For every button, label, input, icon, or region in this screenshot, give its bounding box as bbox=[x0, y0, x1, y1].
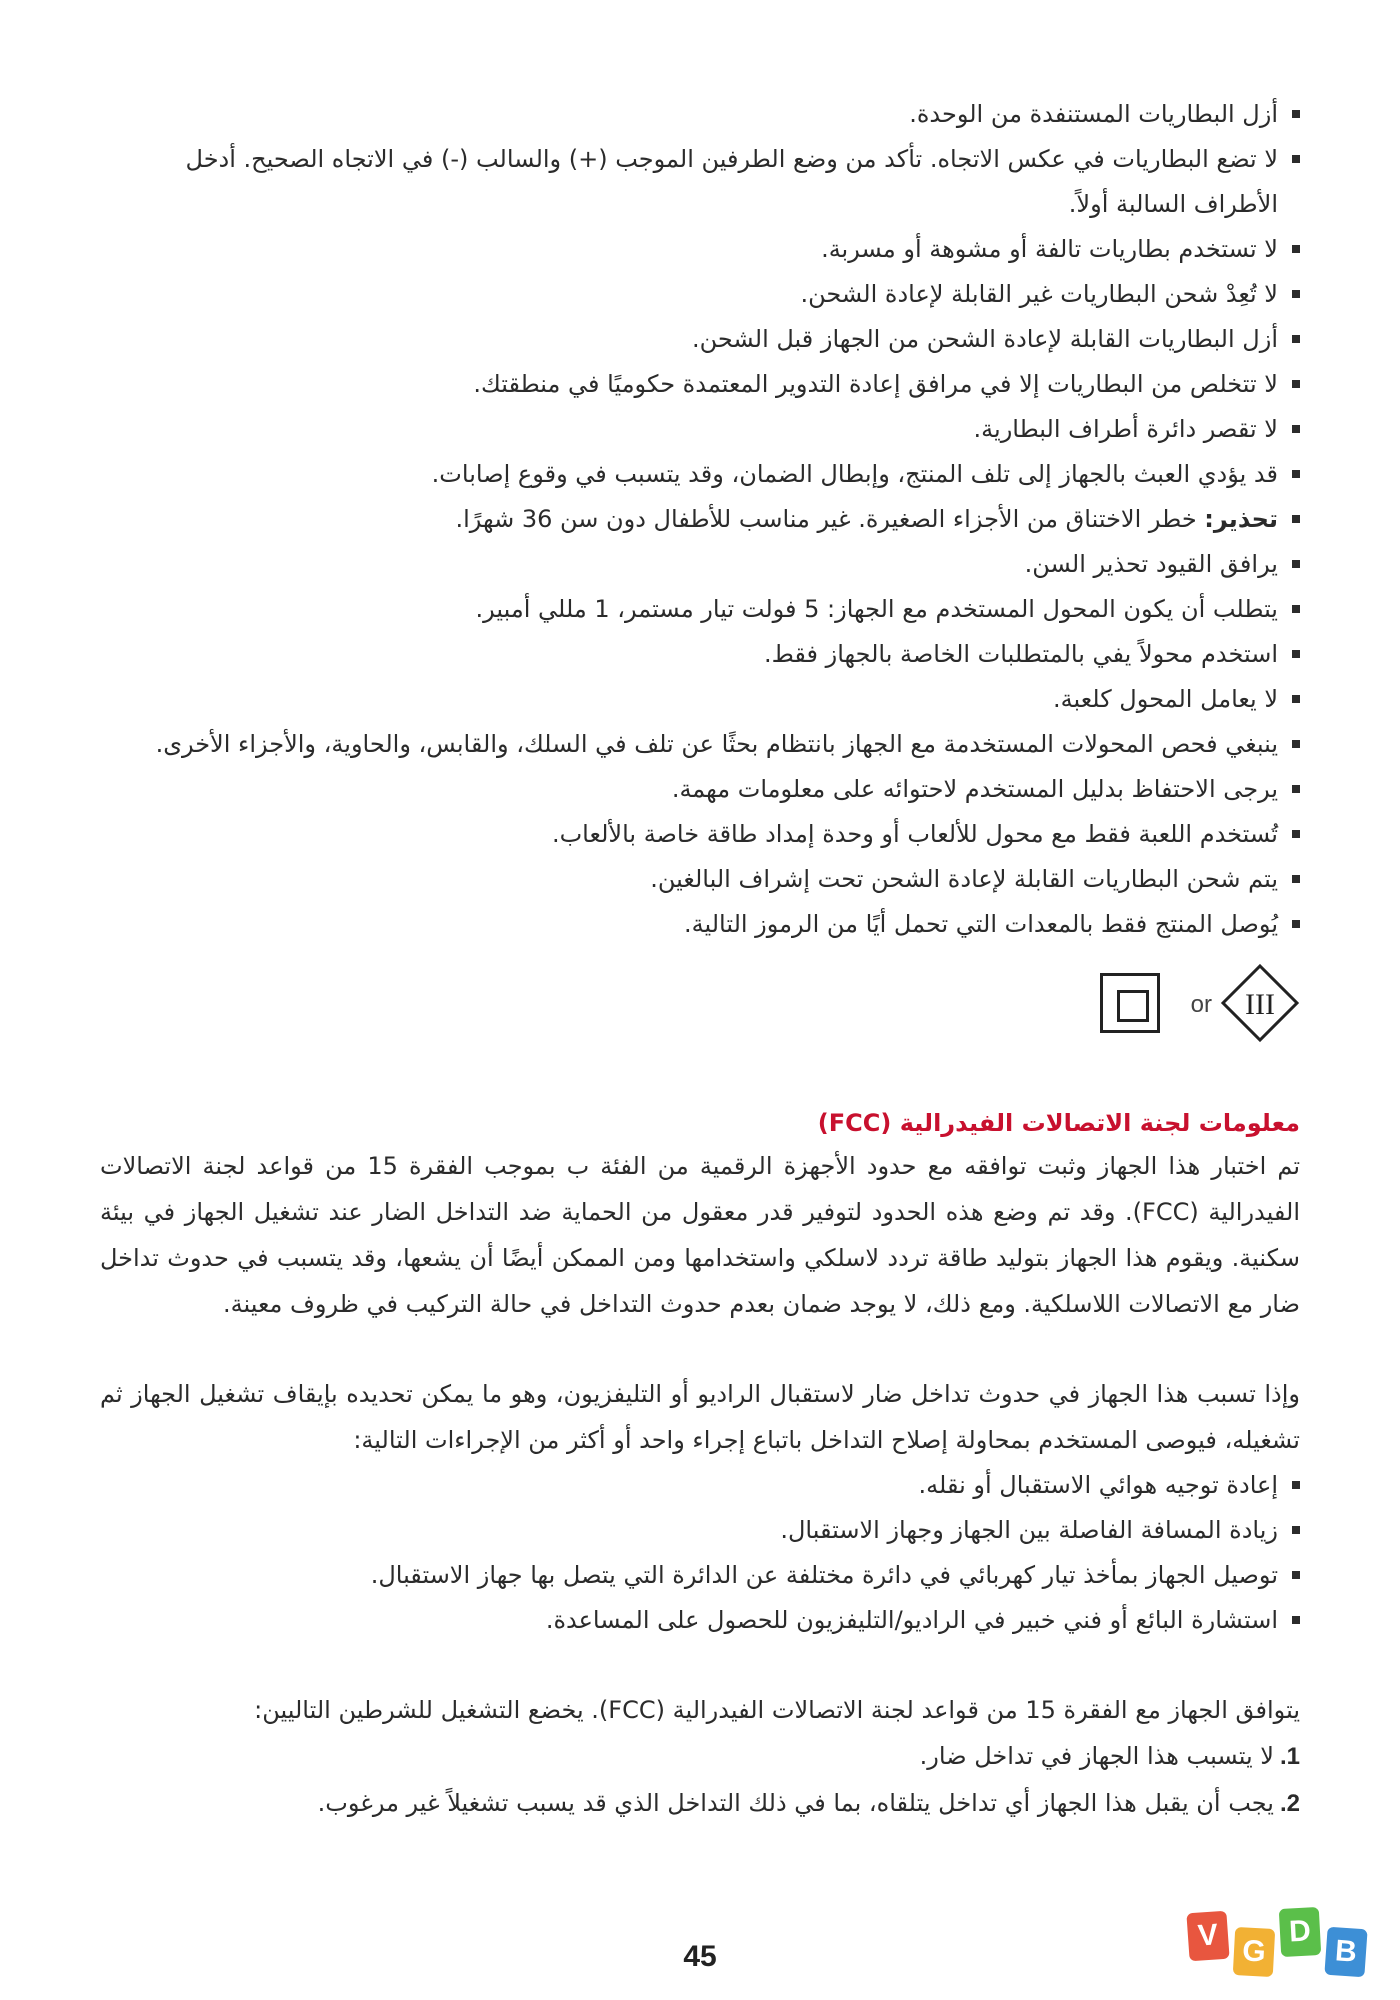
list-item: يتم شحن البطاريات القابلة لإعادة الشحن تحت إشراف البالغين. bbox=[100, 857, 1300, 902]
list-item: لا تتخلص من البطاريات إلا في مرافق إعادة التدوير المعتمدة حكوميًا في منطقتك. bbox=[100, 362, 1300, 407]
list-item: لا تقصر دائرة أطراف البطارية. bbox=[100, 407, 1300, 452]
list-item: زيادة المسافة الفاصلة بين الجهاز وجهاز الاستقبال. bbox=[100, 1508, 1300, 1553]
class3-symbol-text: III bbox=[1245, 988, 1275, 1021]
list-item: لا يعامل المحول كلعبة. bbox=[100, 677, 1300, 722]
page-content bbox=[100, 92, 1300, 1827]
list-item: يرافق القيود تحذير السن. bbox=[100, 542, 1300, 587]
list-item: استخدم محولاً يفي بالمتطلبات الخاصة بالجهاز فقط. bbox=[100, 632, 1300, 677]
list-item: أزل البطاريات المستنفدة من الوحدة. bbox=[100, 92, 1300, 137]
fcc-compliance-statement: يتوافق الجهاز مع الفقرة 15 من قواعد لجنة الاتصالات الفيدرالية (FCC). يخضع التشغيل للشرطين التاليين: bbox=[254, 1696, 1300, 1724]
condition-text: يجب أن يقبل هذا الجهاز أي تداخل يتلقاه، بما في ذلك التداخل الذي قد يسبب تشغيلاً غير مرغوب. bbox=[317, 1789, 1274, 1817]
list-item: يرجى الاحتفاظ بدليل المستخدم لاحتوائه على معلومات مهمة. bbox=[100, 767, 1300, 812]
fcc-paragraph-1: تم اختبار هذا الجهاز وثبت توافقه مع حدود الأجهزة الرقمية من الفئة ب بموجب الفقرة 15 من قواعد لجنة الاتصالات الفيدرالية (FCC). وقد تم وضع هذه الحدود لتوفير قدر معقول من الحماية ضد التداخل الضار عند تشغيل الجهاز في بيئة سكنية. ويقوم هذا الجهاز بتوليد طاقة تردد لاسلكي واستخدامها ومن الممكن أيضًا أن يشعها، وقد يتسبب في حدوث تداخل ضار مع الاتصالات اللاسلكية. ومع ذلك، لا يوجد ضمان بعدم حدوث التداخل في حالة التركيب في ظروف معينة. bbox=[100, 1152, 1300, 1318]
condition-item bbox=[100, 1733, 1300, 1780]
fcc-conditions-list bbox=[100, 1733, 1300, 1827]
list-item: توصيل الجهاز بمأخذ تيار كهربائي في دائرة مختلفة عن الدائرة التي يتصل بها جهاز الاستقبال. bbox=[100, 1553, 1300, 1598]
warning-label: تحذير: bbox=[1204, 505, 1278, 533]
list-item: استشارة البائع أو فني خبير في الراديو/التليفزيون للحصول على المساعدة. bbox=[100, 1598, 1300, 1643]
warning-text: خطر الاختناق من الأجزاء الصغيرة. غير مناسب للأطفال دون سن 36 شهرًا. bbox=[455, 505, 1205, 533]
logo-letter: B bbox=[1324, 1927, 1367, 1978]
list-item: إعادة توجيه هوائي الاستقبال أو نقله. bbox=[100, 1463, 1300, 1508]
fcc-section-title: معلومات لجنة الاتصالات الفيدرالية (FCC) bbox=[817, 1109, 1300, 1137]
double-square-class2-icon bbox=[1100, 973, 1160, 1033]
list-item: لا تضع البطاريات في عكس الاتجاه. تأكد من وضع الطرفين الموجب (+) والسالب (-) في الاتجاه الصحيح. أدخل الأطراف السالبة أولاً. bbox=[100, 137, 1300, 227]
condition-number: 2. bbox=[1279, 1790, 1300, 1817]
equipment-symbols bbox=[100, 959, 1300, 1055]
logo-letter: V bbox=[1186, 1911, 1229, 1962]
condition-text: لا يتسبب هذا الجهاز في تداخل ضار. bbox=[919, 1742, 1274, 1770]
safety-list-top bbox=[100, 92, 1300, 947]
symbols-or-text: or bbox=[1190, 991, 1212, 1018]
list-item: قد يؤدي العبث بالجهاز إلى تلف المنتج، وإبطال الضمان، وقد يتسبب في وقوع إصابات. bbox=[100, 452, 1300, 497]
list-item: لا تستخدم بطاريات تالفة أو مشوهة أو مسربة. bbox=[100, 227, 1300, 272]
condition-number: 1. bbox=[1279, 1743, 1300, 1770]
list-item: يُوصل المنتج فقط بالمعدات التي تحمل أيًا من الرموز التالية. bbox=[100, 902, 1300, 947]
class3-diamond-icon bbox=[1220, 963, 1300, 1043]
list-item: أزل البطاريات القابلة لإعادة الشحن من الجهاز قبل الشحن. bbox=[100, 317, 1300, 362]
vgdb-logo bbox=[1188, 1908, 1368, 1984]
logo-letter: D bbox=[1279, 1907, 1321, 1957]
logo-letter: G bbox=[1233, 1927, 1275, 1977]
list-item: تُستخدم اللعبة فقط مع محول للألعاب أو وحدة إمداد طاقة خاصة بالألعاب. bbox=[100, 812, 1300, 857]
fcc-measures-list bbox=[100, 1463, 1300, 1643]
list-item: لا تُعِدْ شحن البطاريات غير القابلة لإعادة الشحن. bbox=[100, 272, 1300, 317]
list-item: ينبغي فحص المحولات المستخدمة مع الجهاز بانتظام بحثًا عن تلف في السلك، والقابس، والحاوية، والأجزاء الأخرى. bbox=[100, 722, 1300, 767]
condition-item bbox=[100, 1780, 1300, 1827]
warning-item bbox=[100, 497, 1300, 542]
list-item: يتطلب أن يكون المحول المستخدم مع الجهاز: 5 فولت تيار مستمر، 1 مللي أمبير. bbox=[100, 587, 1300, 632]
fcc-paragraph-2: وإذا تسبب هذا الجهاز في حدوث تداخل ضار لاستقبال الراديو أو التليفزيون، وهو ما يمكن تحديده بإيقاف تشغيل الجهاز ثم تشغيله، فيوصى المستخدم بمحاولة إصلاح التداخل باتباع إجراء واحد أو أكثر من الإجراءات التالية: bbox=[100, 1380, 1300, 1454]
page-number: 45 bbox=[683, 1940, 717, 1973]
